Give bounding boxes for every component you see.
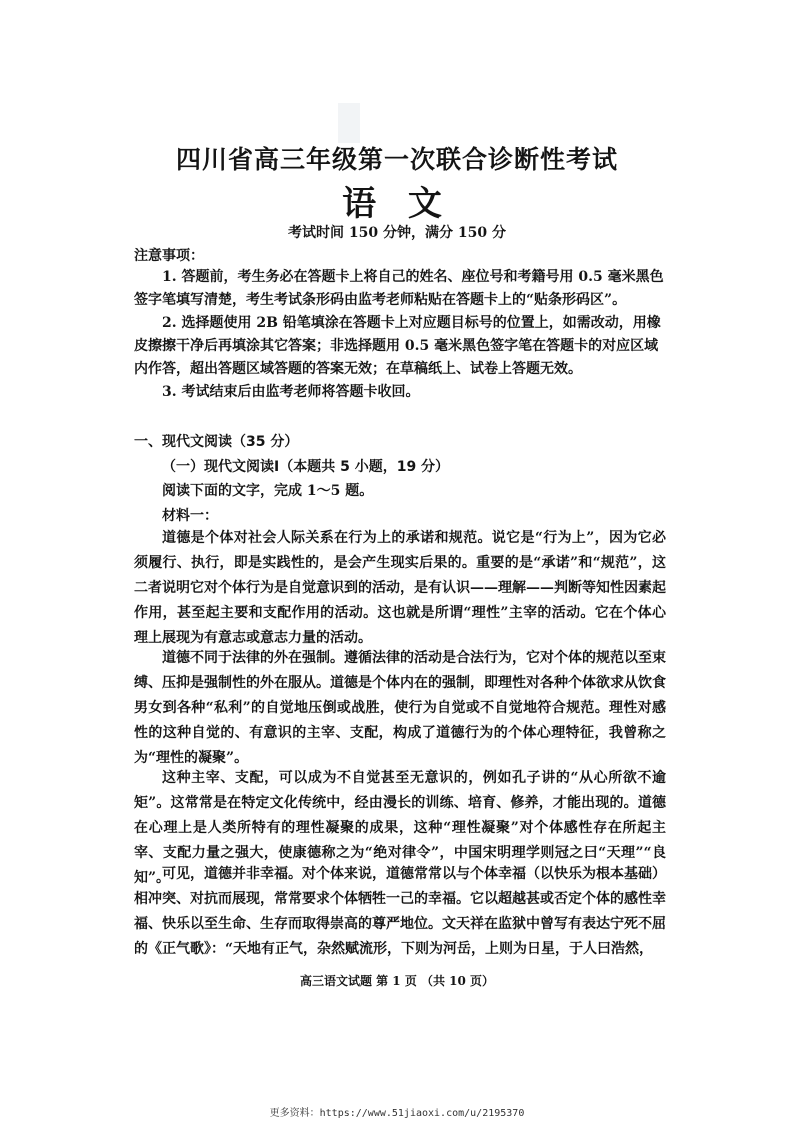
passage-paragraph: 这种主宰、支配，可以成为不自觉甚至无意识的，例如孔子讲的“从心所欲不逾矩”。这常常是在特定文化传统中，经由漫长的训练、培育、修养，才能出现的。道德在心理上是人类所特有的理性凝聚的成果，这种“理性凝聚”对个体感性存在所起主宰、支配力量之强大，使康德称之为“绝对律令”，中国宋明理学则冠之曰“天理”“良知”。 xyxy=(134,770,666,886)
note-item: 3. 考试结束后由监考老师将答题卡收回。 xyxy=(162,384,420,400)
note-item: 2. 选择题使用 2B 铅笔填涂在答题卡上对应题目标号的位置上，如需改动，用橡皮擦擦干净后再填涂其它答案；非选择题用 0.5 毫米黑色签字笔在答题卡的对应区域内作答，超出答题区域答题的答案无效；在草稿纸上、试卷上答题无效。 xyxy=(134,315,661,377)
note-item: 1. 答题前，考生务必在答题卡上将自己的姓名、座位号和考籍号用 0.5 毫米黑色签字笔填写清楚，考生考试条形码由监考老师粘贴在答题卡上的“贴条形码区”。 xyxy=(134,269,664,308)
page-footer: 高三语文试题 第 1 页 （共 10 页） xyxy=(299,974,495,988)
passage-paragraph: 可见，道德并非幸福。对个体来说，道德常常以与个体幸福（以快乐为根本基础）相冲突、对抗而展现，常常要求个体牺牲一己的幸福。它以超越甚或否定个体的感性幸福、快乐以至生命、生存而取得崇高的尊严地位。文天祥在监狱中曾写有表达宁死不屈的《正气歌》：“天地有正气，杂然赋流形，下则为河岳，上则为日星，于人曰浩然， xyxy=(134,866,666,957)
subject-title: 语 文 xyxy=(342,184,452,224)
material-label: 材料一： xyxy=(162,508,218,524)
passage-paragraph: 道德是个体对社会人际关系在行为上的承诺和规范。说它是“行为上”，因为它必须履行、执行，即是实践性的，是会产生现实后果的。重要的是“承诺”和“规范”，这二者说明它对个体行为是自觉意识到的活动，是有认识——理解——判断等知性因素起作用，甚至起主要和支配作用的活动。这也就是所谓“理性”主宰的活动。它在个体心理上展现为有意志或意志力量的活动。 xyxy=(134,530,666,646)
exam-title: 四川省高三年级第一次联合诊断性考试 xyxy=(175,145,618,174)
passage-paragraph: 道德不同于法律的外在强制。遵循法律的活动是合法行为，它对个体的规范以至束缚、压抑是强制性的外在服从。道德是个体内在的强制，即理性对各种个体欲求从饮食男女到各种“私利”的自觉地压倒或战胜，使行为自觉或不自觉地符合规范。理性对感性的这种自觉的、有意识的主宰、支配，构成了道德行为的个体心理特征，我曾称之为“理性的凝聚”。 xyxy=(134,650,666,766)
subsection-heading: （一）现代文阅读Ⅰ（本题共 5 小题，19 分） xyxy=(162,459,450,475)
section-heading: 一、现代文阅读（35 分） xyxy=(134,434,299,450)
notes-heading: 注意事项： xyxy=(134,248,204,264)
source-note: 更多资料：https://www.51jiaoxi.com/u/2195370 xyxy=(269,1108,525,1119)
scan-artifact xyxy=(338,103,360,143)
exam-info: 考试时间 150 分钟，满分 150 分 xyxy=(288,225,506,241)
reading-instruction: 阅读下面的文字，完成 1～5 题。 xyxy=(162,483,374,499)
